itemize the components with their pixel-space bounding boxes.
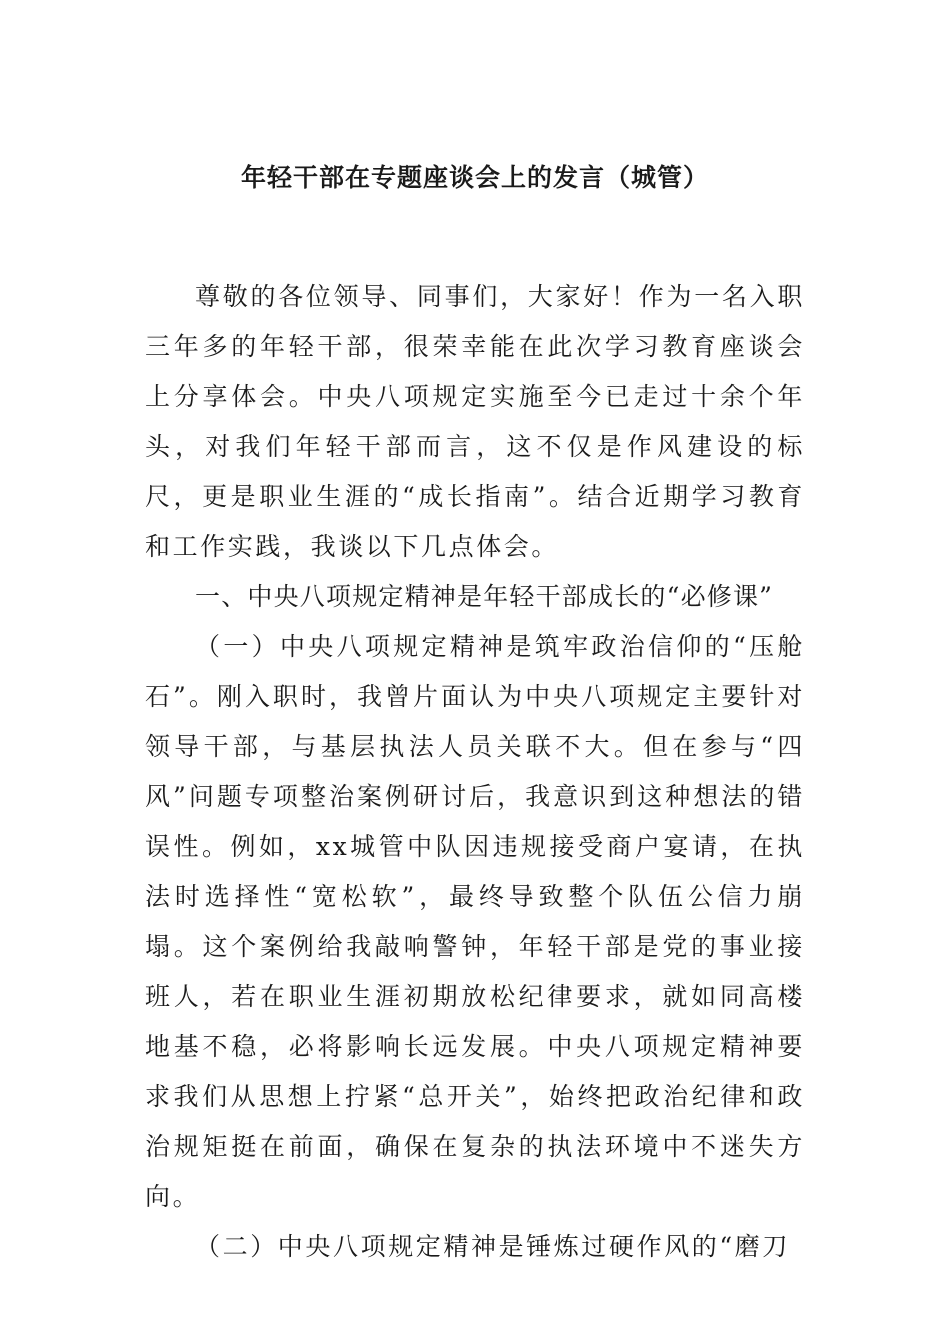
paragraph-subsection-1: （一）中央八项规定精神是筑牢政治信仰的“压舱石”。刚入职时，我曾片面认为中央八项规定主要针对领导干部，与基层执法人员关联不大。但在参与“四风”问题专项整治案例研讨后，我意识到这种想法的错误性。例如，xx城管中队因违规接受商户宴请，在执法时选择性“宽松软”，最终导致整个队伍公信力崩塌。这个案例给我敲响警钟，年轻干部是党的事业接班人，若在职业生涯初期放松纪律要求，就如同高楼地基不稳，必将影响长远发展。中央八项规定精神要求我们从思想上拧紧“总开关”，始终把政治纪律和政治规矩挺在前面，确保在复杂的执法环境中不迷失方向。 bbox=[145, 632, 805, 1211]
paragraph-greeting: 尊敬的各位领导、同事们，大家好！作为一名入职三年多的年轻干部，很荣幸能在此次学习教育座谈会上分享体会。中央八项规定实施至今已走过十余个年头，对我们年轻干部而言，这不仅是作风建设的标尺，更是职业生涯的“成长指南”。结合近期学习教育和工作实践，我谈以下几点体会。 bbox=[145, 282, 805, 561]
document-title: 年轻干部在专题座谈会上的发言（城管） bbox=[240, 163, 709, 192]
paragraph-subsection-2: （二）中央八项规定精神是锤炼过硬作风的“磨刀 bbox=[195, 1232, 790, 1261]
document-body bbox=[145, 272, 805, 1272]
section-heading-1: 一、中央八项规定精神是年轻干部成长的“必修课” bbox=[195, 582, 774, 611]
